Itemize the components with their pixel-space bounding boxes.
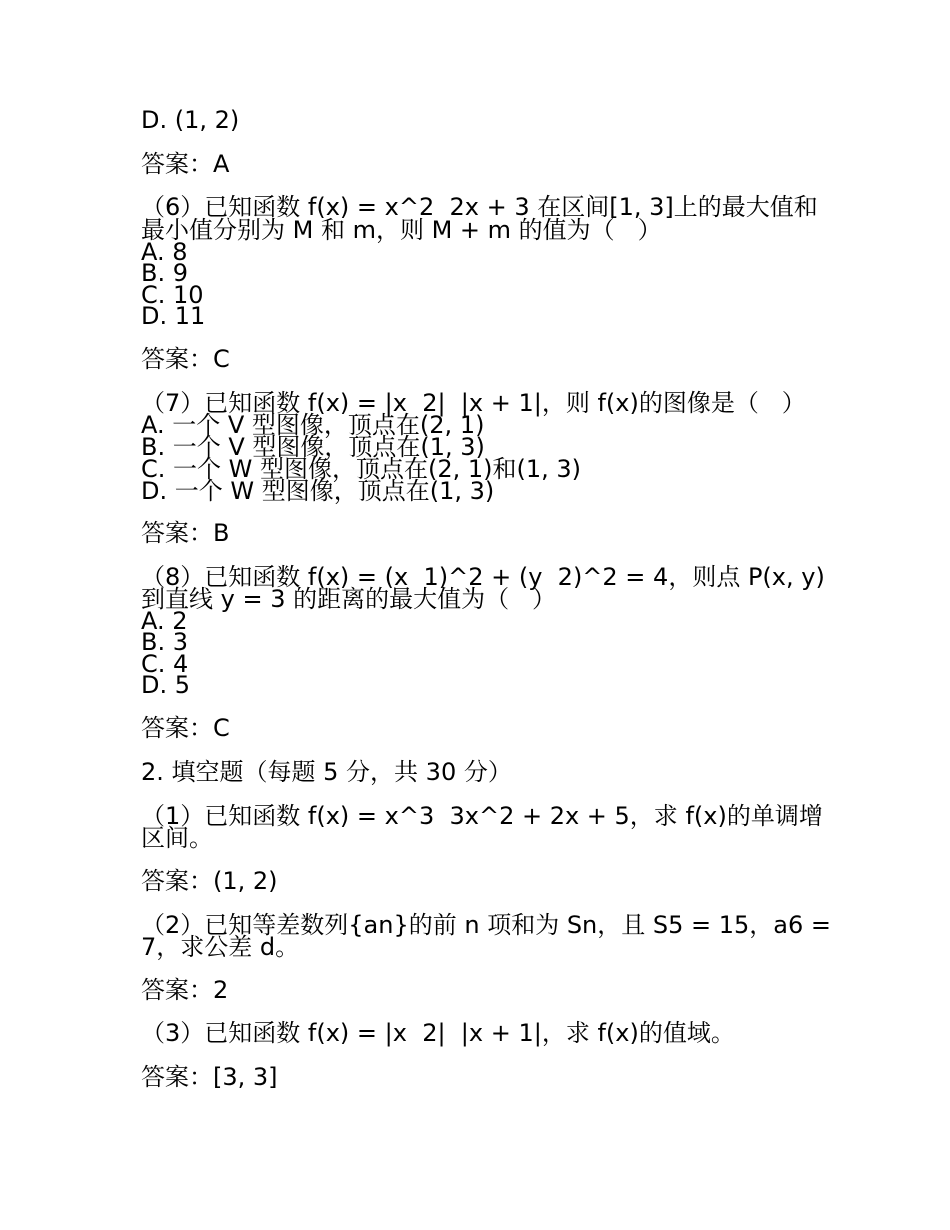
q6-option-b: B. 9 [141, 259, 188, 287]
fill-1-answer: 答案：(1, 2) [141, 867, 278, 895]
q7-answer: 答案：B [141, 519, 230, 547]
q8-answer: 答案：C [141, 714, 230, 742]
prev-answer: 答案：A [141, 150, 230, 178]
q7-option-a: A. 一个 V 型图像，顶点在(2, 1) [141, 411, 485, 439]
q6-option-c: C. 10 [141, 281, 204, 309]
q7-option-d: D. 一个 W 型图像，顶点在(1, 3) [141, 477, 495, 505]
q7-option-b: B. 一个 V 型图像，顶点在(1, 3) [141, 433, 485, 461]
q8-option-c: C. 4 [141, 650, 189, 678]
fill-1-stem-line2: 区间。 [141, 824, 213, 852]
fill-2-stem-line1: （2）已知等差数列{an}的前 n 项和为 Sn，且 S5 = 15，a6 = [141, 911, 832, 939]
prev-option-d: D. (1, 2) [141, 106, 240, 134]
q8-stem-line1: （8）已知函数 f(x) = (x 1)^2 + (y 2)^2 = 4，则点 P(x, y) [141, 563, 825, 591]
fill-3-stem: （3）已知函数 f(x) = |x 2| |x + 1|，求 f(x)的值域。 [141, 1019, 735, 1047]
fill-3-answer: 答案：[3, 3] [141, 1063, 278, 1091]
fill-2-answer: 答案：2 [141, 976, 229, 1004]
q6-stem-line2: 最小值分别为 M 和 m，则 M + m 的值为（ ） [141, 216, 662, 244]
q8-option-d: D. 5 [141, 671, 191, 699]
q7-stem-line1: （7）已知函数 f(x) = |x 2| |x + 1|，则 f(x)的图像是（ ） [141, 389, 806, 417]
fill-1-stem-line1: （1）已知函数 f(x) = x^3 3x^2 + 2x + 5，求 f(x)的单调增 [141, 802, 823, 830]
q7-option-c: C. 一个 W 型图像，顶点在(2, 1)和(1, 3) [141, 455, 582, 483]
fill-2-stem-line2: 7，求公差 d。 [141, 933, 300, 961]
q8-option-a: A. 2 [141, 607, 188, 635]
q6-option-d: D. 11 [141, 302, 206, 330]
q6-answer: 答案：C [141, 345, 230, 373]
q6-stem-line1: （6）已知函数 f(x) = x^2 2x + 3 在区间[1, 3]上的最大值和 [141, 193, 818, 221]
q8-option-b: B. 3 [141, 628, 188, 656]
q6-option-a: A. 8 [141, 238, 188, 266]
section-2-title: 2. 填空题（每题 5 分，共 30 分） [141, 758, 512, 786]
q8-stem-line2: 到直线 y = 3 的距离的最大值为（ ） [141, 585, 556, 613]
